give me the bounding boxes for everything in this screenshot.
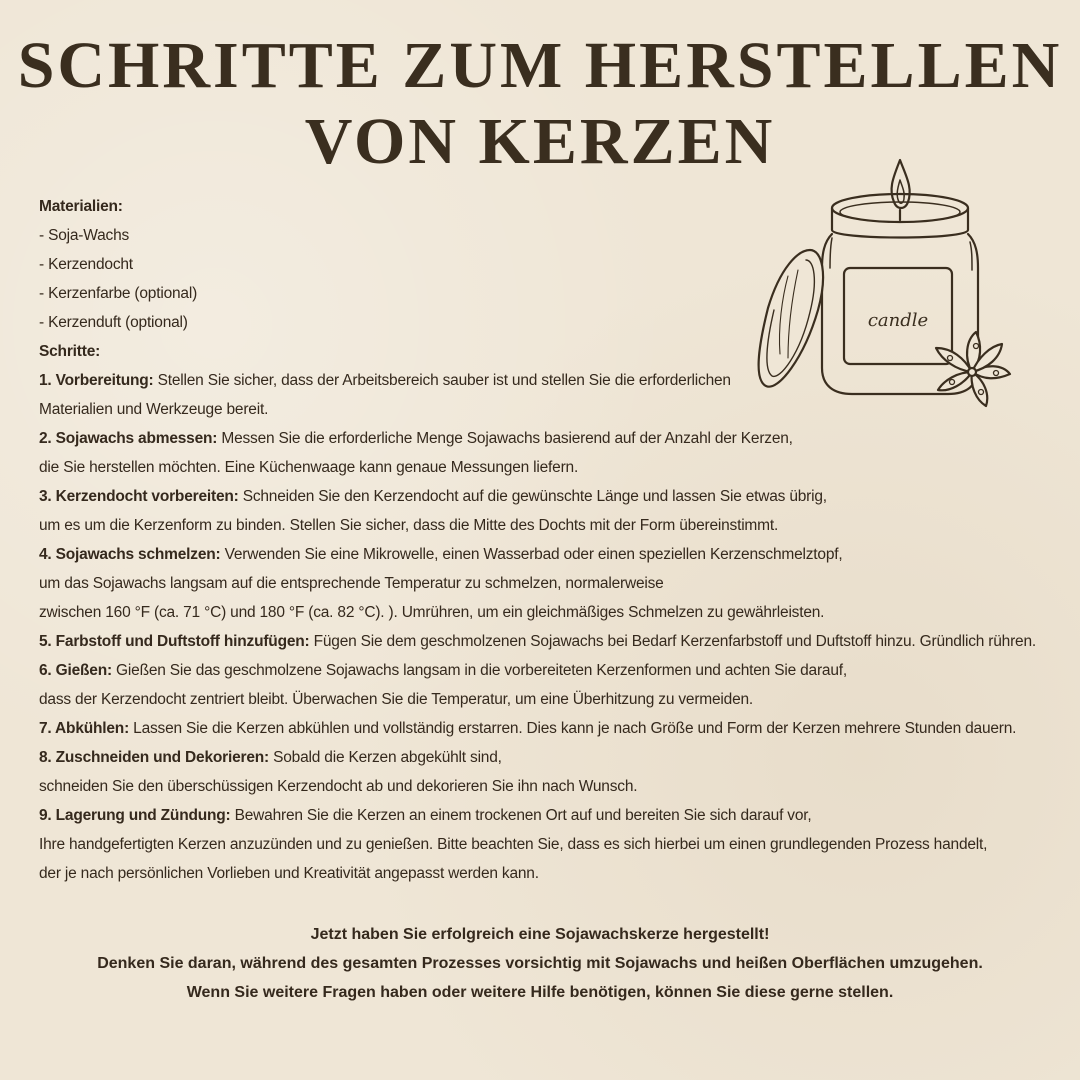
step-label: 7. Abkühlen: [39, 720, 130, 737]
step-8: 8. Zuschneiden und Dekorieren: Sobald die Kerzen abgekühlt sind, [39, 749, 502, 766]
closing-note [0, 920, 1080, 1007]
candle-label: candle [867, 310, 929, 331]
material-item: - Kerzendocht [39, 256, 133, 273]
steps-heading: Schritte: [39, 343, 101, 360]
step-label: 1. Vorbereitung: [39, 372, 154, 389]
step-5: 5. Farbstoff und Duftstoff hinzufügen: Fügen Sie dem geschmolzenen Sojawachs bei Bedarf Kerzenfarbstoff und Duftstoff hinzu. Gründlich rühren. [39, 633, 1036, 650]
step-1-continued: Materialien und Werkzeuge bereit. [39, 401, 269, 418]
step-9-continued: Ihre handgefertigten Kerzen anzuzünden und zu genießen. Bitte beachten Sie, dass es sich hierbei um einen grundlegenden Prozess handelt, [39, 836, 988, 853]
step-label: 6. Gießen: [39, 662, 112, 679]
step-label: 4. Sojawachs schmelzen: [39, 546, 221, 563]
step-3-continued: um es um die Kerzenform zu binden. Stellen Sie sicher, dass die Mitte des Dochts mit der Form übereinstimmt. [39, 517, 779, 534]
step-6-continued: dass der Kerzendocht zentriert bleibt. Überwachen Sie die Temperatur, um eine Überhitzung zu vermeiden. [39, 691, 754, 708]
material-item: - Kerzenfarbe (optional) [39, 285, 198, 302]
step-4-continued: um das Sojawachs langsam auf die entsprechende Temperatur zu schmelzen, normalerweise [39, 575, 664, 592]
instructions-body [39, 192, 1069, 888]
material-item: - Kerzenduft (optional) [39, 314, 188, 331]
step-label: 2. Sojawachs abmessen: [39, 430, 218, 447]
step-4-continued: zwischen 160 °F (ca. 71 °C) und 180 °F (ca. 82 °C). ). Umrühren, um ein gleichmäßiges Schmelzen zu gewährleisten. [39, 604, 825, 621]
material-item: - Soja-Wachs [39, 227, 130, 244]
closing-line: Wenn Sie weitere Fragen haben oder weitere Hilfe benötigen, können Sie diese gerne stellen. [186, 984, 894, 1001]
step-9: 9. Lagerung und Zündung: Bewahren Sie die Kerzen an einem trockenen Ort auf und bereiten Sie sich darauf vor, [39, 807, 812, 824]
step-3: 3. Kerzendocht vorbereiten: Schneiden Sie den Kerzendocht auf die gewünschte Länge und lassen Sie etwas übrig, [39, 488, 827, 505]
title-line-1: SCHRITTE ZUM HERSTELLEN [17, 29, 1063, 102]
step-label: 9. Lagerung und Zündung: [39, 807, 231, 824]
step-6: 6. Gießen: Gießen Sie das geschmolzene Sojawachs langsam in die vorbereiteten Kerzenformen und achten Sie darauf, [39, 662, 847, 679]
step-label: 3. Kerzendocht vorbereiten: [39, 488, 239, 505]
step-9-continued: der je nach persönlichen Vorlieben und Kreativität angepasst werden kann. [39, 865, 539, 882]
step-label: 8. Zuschneiden und Dekorieren: [39, 749, 269, 766]
step-8-continued: schneiden Sie den überschüssigen Kerzendocht ab und dekorieren Sie ihn nach Wunsch. [39, 778, 638, 795]
closing-line: Jetzt haben Sie erfolgreich eine Sojawachskerze hergestellt! [310, 926, 770, 943]
step-label: 5. Farbstoff und Duftstoff hinzufügen: [39, 633, 310, 650]
title-line-2: VON KERZEN [304, 105, 776, 178]
materials-heading: Materialien: [39, 198, 123, 215]
step-4: 4. Sojawachs schmelzen: Verwenden Sie eine Mikrowelle, einen Wasserbad oder einen speziellen Kerzenschmelztopf, [39, 546, 843, 563]
step-1: 1. Vorbereitung: Stellen Sie sicher, dass der Arbeitsbereich sauber ist und stellen Sie die erforderlichen [39, 372, 731, 389]
step-2-continued: die Sie herstellen möchten. Eine Küchenwaage kann genaue Messungen liefern. [39, 459, 579, 476]
step-2: 2. Sojawachs abmessen: Messen Sie die erforderliche Menge Sojawachs basierend auf der Anzahl der Kerzen, [39, 430, 793, 447]
closing-line: Denken Sie daran, während des gesamten Prozesses vorsichtig mit Sojawachs und heißen Oberflächen umzugehen. [97, 955, 983, 972]
step-7: 7. Abkühlen: Lassen Sie die Kerzen abkühlen und vollständig erstarren. Dies kann je nach Größe und Form der Kerzen mehrere Stunden dauern. [39, 720, 1017, 737]
